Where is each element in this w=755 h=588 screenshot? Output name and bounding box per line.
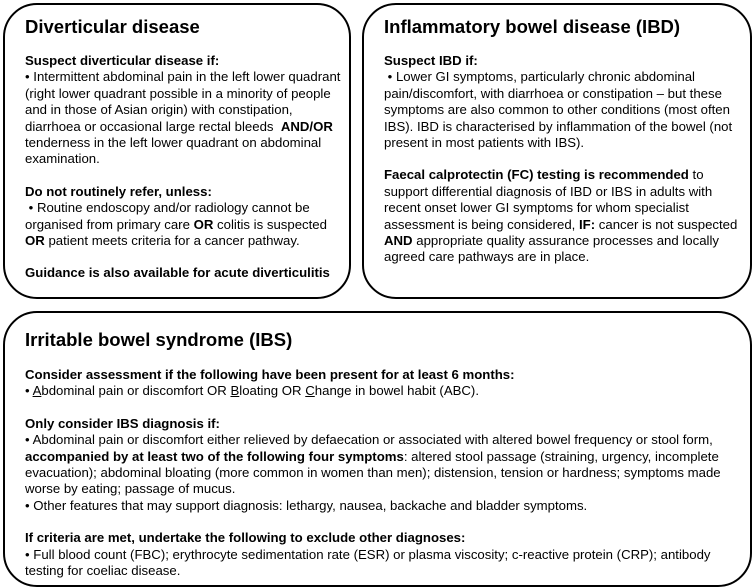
diverticular-suspect-heading: Suspect diverticular disease if:	[25, 53, 220, 68]
ibs-diag-heading: Only consider IBS diagnosis if:	[25, 415, 220, 431]
ibd-content	[384, 53, 742, 266]
ibs-other-features: • Other features that may support diagnosis: lethargy, nausea, backache and bladder symptoms.	[25, 497, 588, 513]
diverticular-refer-item: • Routine endoscopy and/or radiology cannot be organised from primary care OR colitis is suspected OR patient meets criteria for a cancer pathway.	[25, 200, 327, 249]
ibd-title: Inflammatory bowel disease (IBD)	[384, 16, 681, 37]
diverticular-suspect-item: • Intermittent abdominal pain in the left lower quadrant (right lower quadrant possible in a minority of people and in those of Asian origin) with constipation, diarrhoea or occasional large rectal bleeds AND/OR tenderness in the left lower quadrant on abdominal examination.	[25, 69, 341, 167]
ibs-diag-item: • Abdominal pain or discomfort either relieved by defaecation or associated with altered bowel frequency or stool form, accompanied by at least two of the following four symptoms: altered stool passage (straining, urgency, incomplete evacuation); abdominal bloating (more common in women than men); distension, tension or hardness; symptoms made worse by eating; passage of mucus.	[25, 432, 721, 497]
ibs-exclude-item: • Full blood count (FBC); erythrocyte sedimentation rate (ESR) or plasma viscosity; c-reactive protein (CRP); antibody testing for coeliac disease.	[25, 546, 711, 579]
ibd-suspect-item: • Lower GI symptoms, particularly chronic abdominal pain/discomfort, with diarrhoea or constipation – but these symptoms are also common to other conditions (most often IBS). IBD is characterised by inflammation of the bowel (not present in most patients with IBS).	[384, 69, 733, 151]
ibs-abc-item: • Abdominal pain or discomfort OR Bloating OR Change in bowel habit (ABC).	[25, 383, 479, 399]
ibs-title: Irritable bowel syndrome (IBS)	[25, 329, 293, 350]
diverticular-content	[25, 53, 347, 282]
diverticular-disease-panel	[3, 3, 351, 299]
ibd-panel	[362, 3, 752, 299]
ibs-panel	[3, 311, 752, 587]
ibd-suspect-heading: Suspect IBD if:	[384, 53, 478, 68]
diverticular-refer-heading: Do not routinely refer, unless:	[25, 183, 212, 199]
ibd-fc-paragraph: Faecal calprotectin (FC) testing is recommended to support differential diagnosis of IBD or IBS in adults with recent onset lower GI symptoms for whom specialist assessment is being considered, IF: cancer is not suspected AND appropriate quality assurance processes and locally agreed care pathways are in place.	[384, 167, 738, 265]
diverticular-title: Diverticular disease	[25, 16, 200, 37]
ibs-content	[25, 367, 737, 579]
ibs-assess-heading: Consider assessment if the following have been present for at least 6 months:	[25, 367, 515, 382]
diverticular-guidance: Guidance is also available for acute diverticulitis	[25, 265, 330, 281]
ibs-exclude-heading: If criteria are met, undertake the following to exclude other diagnoses:	[25, 530, 466, 546]
